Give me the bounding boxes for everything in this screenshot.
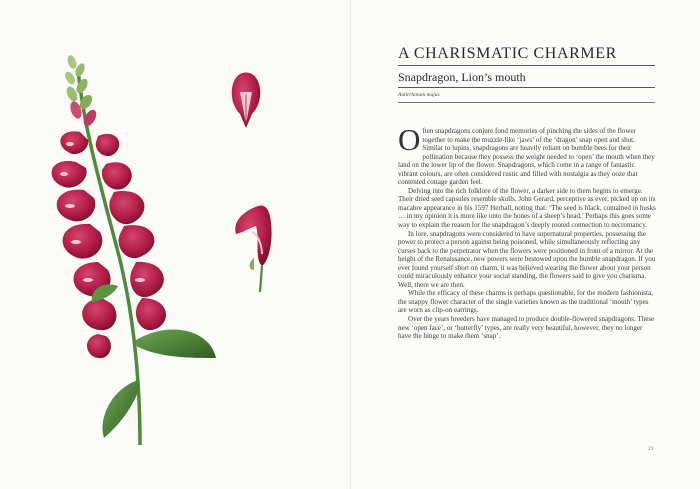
flower-side-detail (235, 205, 271, 292)
paragraph-3: In lore, snapdragons were considered to have supernatural properties, possessing the power to protect a person against being poisoned, while simultaneously reflecting any curses back to the perpetrator when the flowers were positioned in front of a mirror. At the height of the Renaissance, new powers were bestowed upon the humble snapdragon. If you ever found yourself short on charm, it was believed wearing the flower about your person could miraculously enhance your social standing, the flowers said to give you charisma. Well, there we are then. (398, 229, 656, 289)
paragraph-1-text: ften snapdragons conjure fond memories of pinching the sides of the flower together to make the muzzle-like ‘jaws’ of the ‘dragon’ snap open and shut. Similar to lupins, snapdragons are heavily reliant on bumble bees for their pollination because they possess the weight needed to ‘open’ the mouth when they land on the lower lip of the flower. Snapdragons, which come in a range of fantastic vibrant colours, are often considered rustic and filled with nostalgia as they ooze that contented cottage garden feel. (398, 127, 655, 187)
page-number: 21 (648, 446, 654, 452)
subtitle-rule (398, 87, 655, 88)
snapdragon-illustration (40, 40, 340, 460)
flower-front-detail (232, 73, 261, 129)
chapter-title: A CHARISMATIC CHARMER (398, 45, 617, 62)
flower-spike (52, 131, 166, 358)
body-text (398, 122, 656, 341)
latin-name: Antirrhinum majus (398, 92, 440, 98)
drop-cap: O (398, 122, 421, 157)
paragraph-5: Over the years breeders have managed to produce double-flowered snapdragons. These new ‘open face’, or ‘butterfly’ types, are really very beautiful, however, they no longer have the hinge to make them ‘snap’. (398, 315, 655, 341)
paragraph-1 (398, 122, 656, 187)
page-gutter (350, 0, 351, 489)
bud-cluster (63, 54, 99, 128)
paragraph-4: While the efficacy of these charms is perhaps questionable, for the modern fashionista, the snappy flower character of the single varieties known as the traditional ‘mouth’ types are worn as clip-on earrings. (398, 289, 653, 315)
paragraph-2: Delving into the rich folklore of the flower, a darker side to them begins to emerge. Their dried seed capsules resemble skulls. John Gerard, perceptive as ever, picked up on its macabre appearance in his 1597 Herball, noting that: ‘The seed is black, contained in husks … in my opinion it is more like unto the bones of a sheep’s head.’ Perhaps this goes some way to explain the reason for the snapdragon’s deeply rooted connection to necromancy. (398, 186, 656, 230)
leaf-left (102, 380, 140, 438)
leaf-right (136, 330, 216, 358)
common-names: Snapdragon, Lion’s mouth (398, 70, 526, 84)
latin-rule (398, 102, 655, 103)
title-rule (398, 65, 655, 66)
